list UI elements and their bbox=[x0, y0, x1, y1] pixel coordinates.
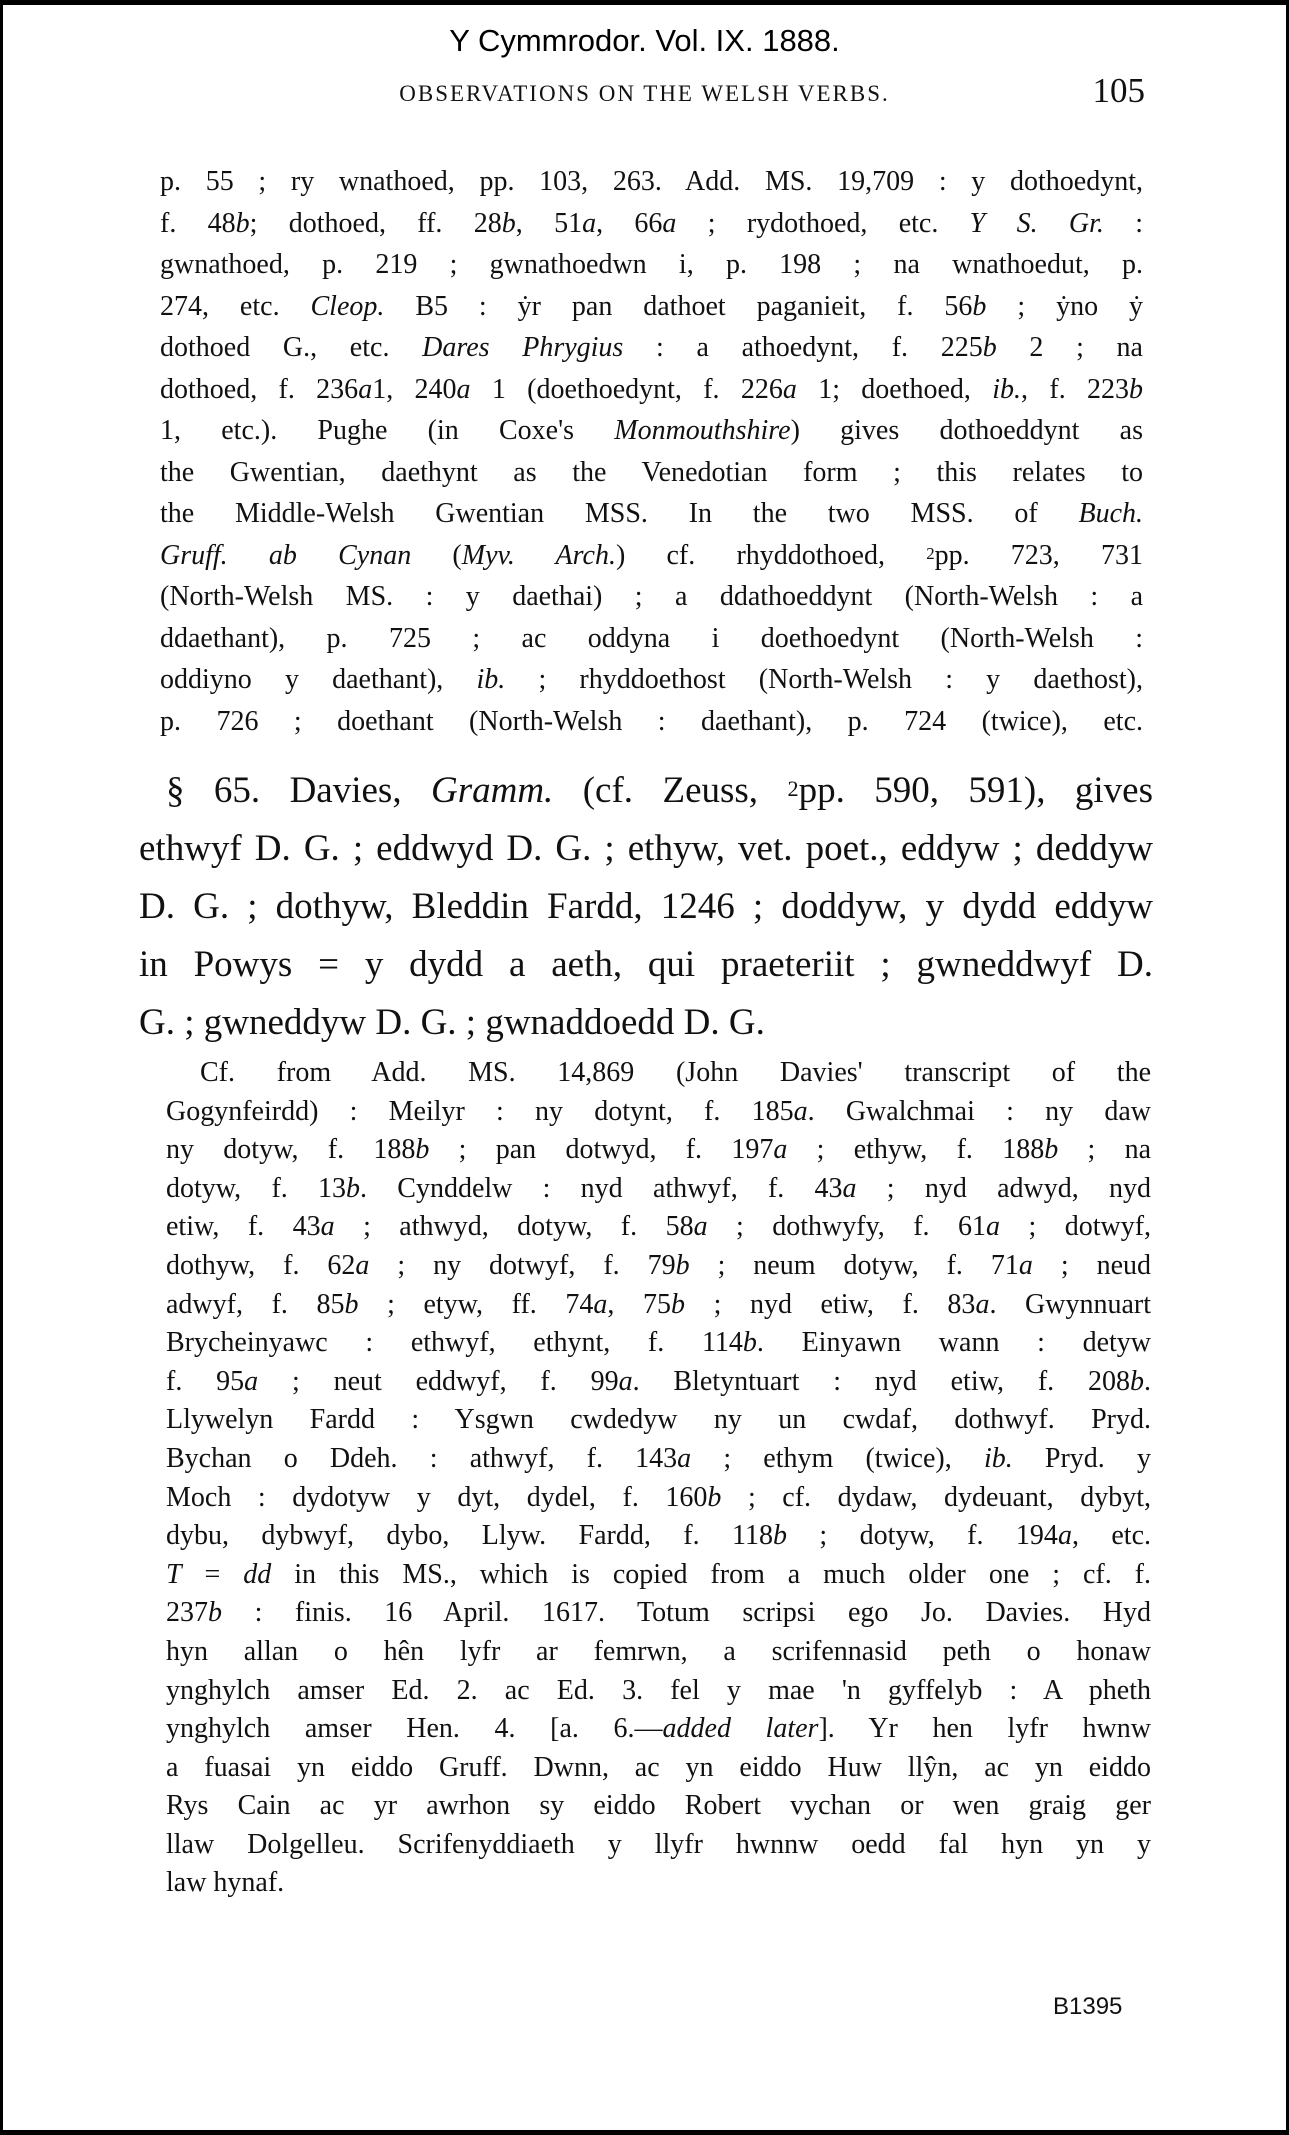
italic-text: a bbox=[782, 373, 797, 405]
catalog-code: B1395 bbox=[1053, 1993, 1123, 2020]
text-segment: adwyf, f. 85 bbox=[166, 1288, 345, 1320]
text-line bbox=[139, 994, 1153, 1052]
italic-text: a bbox=[842, 1172, 857, 1204]
italic-text: b bbox=[972, 290, 987, 322]
italic-text: b bbox=[1130, 1365, 1144, 1397]
text-segment: . Gwalchmai : ny daw bbox=[807, 1095, 1151, 1127]
italic-text: a bbox=[986, 1211, 1001, 1243]
text-line bbox=[166, 1826, 1151, 1865]
text-segment: ; rydothoed, etc. bbox=[676, 207, 970, 239]
text-segment: 2 ; na bbox=[996, 332, 1143, 363]
italic-text: b bbox=[670, 1288, 685, 1320]
text-line bbox=[160, 659, 1143, 701]
italic-text: a bbox=[593, 1288, 608, 1320]
text-segment: the Middle-Welsh Gwentian MSS. In the two MSS. of bbox=[160, 498, 1079, 529]
text-line bbox=[166, 1440, 1151, 1479]
text-segment: ; na bbox=[1058, 1134, 1151, 1166]
text-segment: f. 48 bbox=[160, 207, 236, 239]
text-line bbox=[166, 1131, 1151, 1170]
text-segment: dotyw, f. 13 bbox=[166, 1172, 347, 1204]
text-line bbox=[160, 618, 1143, 660]
text-segment: ; etyw, ff. 74 bbox=[358, 1288, 594, 1320]
text-segment: , f. 223 bbox=[1021, 373, 1130, 405]
text-segment: Llywelyn Fardd : Ysgwn cwdedyw ny un cwdaf, dothwyf. Pryd. bbox=[166, 1404, 1151, 1436]
italic-text: b bbox=[235, 207, 250, 239]
superscript: 2 bbox=[787, 776, 799, 801]
text-segment: (North-Welsh MS. : y daethai) ; a ddathoeddynt (North-Welsh : a bbox=[160, 581, 1143, 612]
text-segment: D. G. ; dothyw, Bleddin Fardd, 1246 ; doddyw, y dydd eddyw bbox=[139, 886, 1153, 927]
text-segment: G. ; gwneddyw D. G. ; gwnaddoedd D. G. bbox=[139, 1002, 765, 1043]
text-line bbox=[166, 1363, 1151, 1402]
paragraph-section-65 bbox=[139, 762, 1153, 1052]
text-segment: ( bbox=[411, 539, 462, 571]
page-number: 105 bbox=[1092, 71, 1145, 110]
text-line bbox=[166, 1787, 1151, 1826]
text-line bbox=[166, 1286, 1151, 1325]
text-line bbox=[139, 936, 1153, 994]
italic-text: Y S. Gr. bbox=[969, 207, 1104, 239]
italic-text: Monmouthshire bbox=[614, 415, 791, 446]
text-line bbox=[166, 1710, 1151, 1749]
text-segment: ) cf. rhyddothoed, bbox=[615, 539, 927, 571]
text-segment: ; ethym (twice), bbox=[691, 1442, 984, 1474]
text-line bbox=[166, 1594, 1151, 1633]
text-segment: : bbox=[1103, 207, 1144, 239]
text-line bbox=[160, 410, 1143, 452]
text-segment: gwnathoed, p. 219 ; gwnathoedwn i, p. 198 ; na wnathoedut, p. bbox=[160, 249, 1143, 280]
italic-text: a bbox=[975, 1288, 990, 1320]
italic-text: a bbox=[677, 1442, 692, 1474]
text-segment: ynghylch amser Ed. 2. ac Ed. 3. fel y mae 'n gyffelyb : A pheth bbox=[166, 1674, 1151, 1706]
text-line bbox=[139, 878, 1153, 936]
text-segment: ; neut eddwyf, f. 99 bbox=[258, 1365, 619, 1397]
text-line bbox=[160, 452, 1143, 494]
text-segment: etiw, f. 43 bbox=[166, 1211, 321, 1243]
text-line bbox=[166, 1672, 1151, 1711]
text-line bbox=[166, 1479, 1151, 1518]
text-segment: . Bletyntuart : nyd etiw, f. 208 bbox=[632, 1365, 1130, 1397]
text-segment: ; athwyd, dotyw, f. 58 bbox=[334, 1211, 694, 1243]
text-line bbox=[160, 244, 1143, 286]
italic-text: a bbox=[320, 1211, 335, 1243]
text-segment: the Gwentian, daethynt as the Venedotian form ; this relates to bbox=[160, 456, 1143, 488]
italic-text: dd bbox=[243, 1558, 272, 1590]
text-segment: , 75 bbox=[607, 1288, 671, 1320]
text-segment: ; nyd adwyd, nyd bbox=[856, 1172, 1151, 1204]
italic-text: a bbox=[662, 207, 677, 239]
text-segment: dybu, dybwyf, dybo, Llyw. Fardd, f. 118 bbox=[166, 1520, 773, 1552]
text-segment: ; ny dotwyf, f. 79 bbox=[369, 1249, 676, 1281]
text-segment: ; neud bbox=[1032, 1249, 1152, 1281]
text-segment: 237 bbox=[166, 1597, 208, 1629]
text-segment: , 51 bbox=[515, 207, 583, 239]
text-segment: B5 : ẏr pan dathoet paganieit, f. 56 bbox=[384, 290, 973, 322]
text-segment: ; rhyddoethost (North-Welsh : y daethost), bbox=[505, 664, 1143, 695]
text-line bbox=[160, 286, 1143, 328]
text-segment: , etc. bbox=[1071, 1520, 1151, 1552]
superscript: 2 bbox=[926, 543, 935, 563]
text-segment: f. 95 bbox=[166, 1365, 245, 1397]
text-segment: Cf. from Add. MS. 14,869 (John Davies' transcript of the bbox=[200, 1057, 1151, 1088]
text-segment: ; dotwyf, bbox=[1000, 1211, 1152, 1243]
text-line bbox=[160, 327, 1143, 369]
italic-text: Gramm. bbox=[431, 770, 554, 811]
text-segment: , 66 bbox=[596, 207, 663, 239]
text-segment: (cf. Zeuss, bbox=[553, 770, 788, 811]
text-segment: Moch : dydotyw y dyt, dydel, f. 160 bbox=[166, 1481, 708, 1513]
text-segment: ; ẏno ẏ bbox=[986, 290, 1143, 322]
italic-text: a bbox=[582, 207, 597, 239]
text-line bbox=[166, 1093, 1151, 1132]
italic-text: ib. bbox=[992, 373, 1022, 405]
text-segment: ; dothoed, ff. 28 bbox=[249, 207, 502, 239]
text-segment: dothoed G., etc. bbox=[160, 332, 423, 363]
text-segment: ethwyf D. G. ; eddwyd D. G. ; ethyw, vet. poet., eddyw ; deddyw bbox=[139, 828, 1153, 869]
text-segment: : finis. 16 April. 1617. Totum scripsi ego Jo. Davies. Hyd bbox=[222, 1597, 1151, 1629]
italic-text: Buch. bbox=[1078, 498, 1143, 529]
italic-text: b bbox=[707, 1481, 722, 1513]
text-line bbox=[160, 369, 1143, 411]
text-segment: Pryd. y bbox=[1012, 1442, 1151, 1474]
text-segment: . bbox=[1144, 1365, 1151, 1397]
text-segment: dothyw, f. 62 bbox=[166, 1249, 356, 1281]
italic-text: b bbox=[415, 1134, 430, 1166]
text-segment: 1, etc.). Pughe (in Coxe's bbox=[160, 415, 615, 446]
italic-text: b bbox=[675, 1249, 690, 1281]
text-segment: law hynaf. bbox=[166, 1867, 285, 1899]
text-segment: 1, 240 bbox=[372, 373, 457, 405]
italic-text: a bbox=[793, 1095, 808, 1127]
italic-text: b bbox=[772, 1520, 787, 1552]
text-segment: ; dothwyfy, f. 61 bbox=[707, 1211, 987, 1243]
text-segment: hyn allan o hên lyfr ar femrwn, a scrifennasid peth o honaw bbox=[166, 1635, 1151, 1667]
text-segment: = bbox=[181, 1558, 244, 1590]
italic-text: ib. bbox=[476, 664, 506, 695]
text-segment: ddaethant), p. 725 ; ac oddyna i doethoedynt (North-Welsh : bbox=[160, 622, 1143, 654]
text-segment: ) gives dothoeddynt as bbox=[790, 415, 1143, 446]
paragraph-gogynfeirdd bbox=[166, 1054, 1151, 1903]
text-segment: 1; doethoed, bbox=[796, 373, 993, 405]
text-segment: in this MS., which is copied from a much older one ; cf. f. bbox=[271, 1558, 1151, 1590]
italic-text: Dares Phrygius bbox=[422, 332, 624, 363]
text-line bbox=[160, 161, 1143, 203]
italic-text: a bbox=[1018, 1249, 1033, 1281]
text-line bbox=[160, 203, 1143, 245]
text-segment: . Einyawn wann : detyw bbox=[756, 1327, 1152, 1359]
text-line bbox=[166, 1517, 1151, 1556]
text-segment: 274, etc. bbox=[160, 290, 311, 322]
text-segment: llaw Dolgelleu. Scrifenyddiaeth y llyfr hwnnw oedd fal hyn yn y bbox=[166, 1828, 1151, 1860]
text-segment: a fuasai yn eiddo Gruff. Dwnn, ac yn eiddo Huw llŷn, ac yn eiddo bbox=[166, 1751, 1151, 1783]
text-segment: § 65. Davies, bbox=[166, 770, 431, 811]
text-segment: p. 726 ; doethant (North-Welsh : daethant), p. 724 (twice), etc. bbox=[160, 705, 1143, 737]
text-line bbox=[160, 701, 1143, 743]
text-line bbox=[166, 1749, 1151, 1788]
text-line bbox=[166, 1247, 1151, 1286]
text-line bbox=[166, 1208, 1151, 1247]
italic-text: a bbox=[244, 1365, 259, 1397]
text-segment: Gogynfeirdd) : Meilyr : ny dotynt, f. 185 bbox=[166, 1095, 794, 1127]
text-segment: ynghylch amser Hen. 4. [a. 6.— bbox=[166, 1713, 663, 1745]
text-segment: pp. 723, 731 bbox=[934, 539, 1144, 571]
italic-text: b bbox=[742, 1327, 757, 1359]
text-line bbox=[166, 1054, 1151, 1093]
italic-text: b bbox=[344, 1288, 359, 1320]
journal-citation: Y Cymmrodor. Vol. IX. 1888. bbox=[449, 23, 840, 58]
text-line bbox=[160, 535, 1143, 577]
text-segment: oddiyno y daethant), bbox=[160, 664, 477, 695]
italic-text: b bbox=[501, 207, 516, 239]
text-segment: Bychan o Ddeh. : athwyf, f. 143 bbox=[166, 1442, 678, 1474]
italic-text: Gruff. ab Cynan bbox=[160, 539, 412, 571]
text-segment: ; ethyw, f. 188 bbox=[787, 1134, 1045, 1166]
text-line bbox=[166, 1401, 1151, 1440]
italic-text: a bbox=[618, 1365, 633, 1397]
italic-text: ib. bbox=[983, 1442, 1013, 1474]
italic-text: a bbox=[773, 1134, 788, 1166]
text-segment: ; neum dotyw, f. 71 bbox=[689, 1249, 1019, 1281]
italic-text: a bbox=[358, 373, 373, 405]
italic-text: a bbox=[355, 1249, 370, 1281]
text-segment: p. 55 ; ry wnathoed, pp. 103, 263. Add. MS. 19,709 : y dothoedynt, bbox=[160, 166, 1143, 197]
text-line bbox=[160, 493, 1143, 535]
text-segment: . Cynddelw : nyd athwyf, f. 43 bbox=[360, 1172, 843, 1204]
text-line bbox=[139, 820, 1153, 878]
italic-text: a bbox=[1057, 1520, 1072, 1552]
text-segment: ; nyd etiw, f. 83 bbox=[684, 1288, 976, 1320]
italic-text: b bbox=[1129, 373, 1144, 405]
italic-text: a bbox=[456, 373, 471, 405]
text-segment: . Gwynnuart bbox=[989, 1288, 1152, 1320]
text-segment: ny dotyw, f. 188 bbox=[166, 1134, 416, 1166]
text-segment: dothoed, f. 236 bbox=[160, 373, 359, 405]
text-segment: Rys Cain ac yr awrhon sy eiddo Robert vychan or wen graig ger bbox=[166, 1790, 1151, 1822]
italic-text: Cleop. bbox=[310, 290, 385, 322]
italic-text: b bbox=[1044, 1134, 1059, 1166]
text-segment: 1 (doethoedynt, f. 226 bbox=[470, 373, 783, 405]
text-line bbox=[166, 1170, 1151, 1209]
text-segment: ; cf. dydaw, dydeuant, dybyt, bbox=[721, 1481, 1151, 1513]
italic-text: b bbox=[982, 332, 997, 363]
italic-text: Myv. Arch. bbox=[461, 539, 616, 571]
italic-text: b bbox=[346, 1172, 361, 1204]
text-line bbox=[166, 1556, 1151, 1595]
text-segment: in Powys = y dydd a aeth, qui praeteriit ; gwneddwyf D. bbox=[139, 944, 1153, 985]
paragraph-continued bbox=[160, 161, 1143, 742]
text-line bbox=[160, 576, 1143, 618]
text-line bbox=[166, 1864, 1151, 1903]
italic-text: a bbox=[693, 1211, 708, 1243]
running-title: OBSERVATIONS ON THE WELSH VERBS. bbox=[399, 81, 890, 106]
text-segment: ; pan dotwyd, f. 197 bbox=[429, 1134, 774, 1166]
text-line bbox=[139, 762, 1153, 820]
text-segment: ; dotyw, f. 194 bbox=[786, 1520, 1058, 1552]
text-line bbox=[166, 1324, 1151, 1363]
italic-text: T bbox=[166, 1558, 182, 1590]
text-line bbox=[166, 1633, 1151, 1672]
text-segment: ]. Yr hen lyfr hwnw bbox=[818, 1713, 1151, 1745]
text-segment: : a athoedynt, f. 225 bbox=[623, 332, 983, 363]
text-segment: pp. 590, 591), gives bbox=[798, 770, 1153, 811]
italic-text: added later bbox=[662, 1713, 819, 1745]
text-segment: Brycheinyawc : ethwyf, ethynt, f. 114 bbox=[166, 1327, 743, 1359]
italic-text: b bbox=[208, 1597, 222, 1629]
